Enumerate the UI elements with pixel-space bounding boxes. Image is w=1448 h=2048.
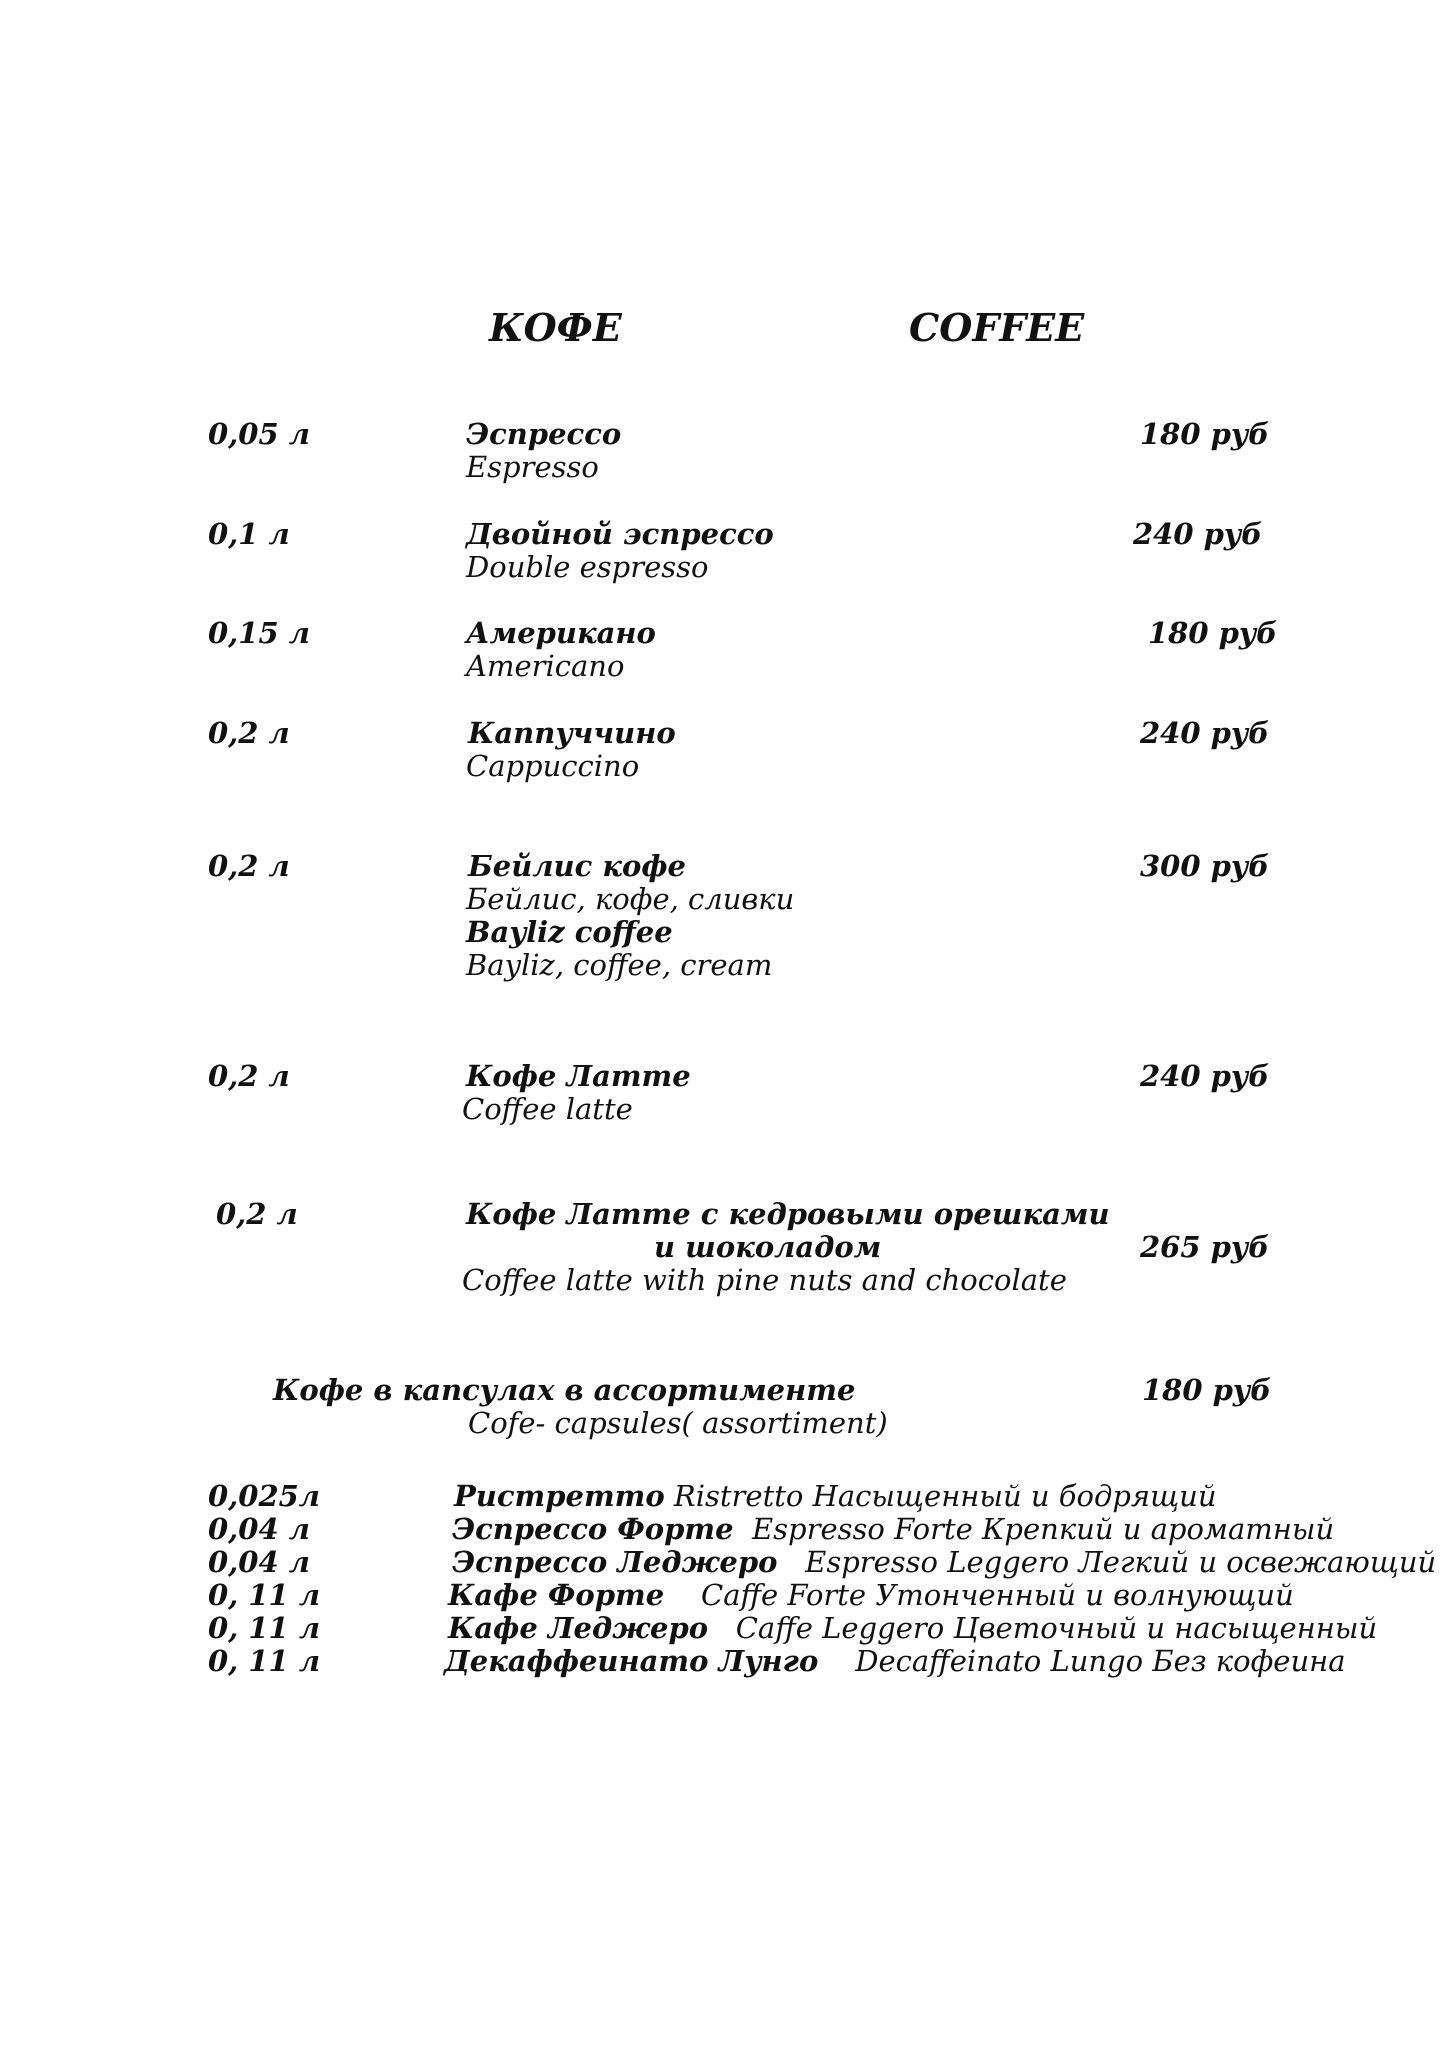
capsule-description: Ristretto Насыщенный и бодрящий bbox=[673, 1479, 1217, 1513]
item-name-en: Espresso bbox=[466, 450, 599, 484]
item-name-continued: и шоколадом bbox=[654, 1230, 882, 1264]
item-name: Бейлис кофе bbox=[468, 849, 686, 883]
item-price: 300 руб bbox=[1140, 849, 1270, 883]
item-price: 240 руб bbox=[1140, 716, 1270, 750]
item-price: 180 руб bbox=[1148, 616, 1278, 650]
capsule-volume: 0,025л bbox=[208, 1479, 321, 1513]
item-name: Эспрессо bbox=[466, 417, 622, 451]
capsule-volume: 0, 11 л bbox=[208, 1611, 321, 1645]
capsule-row bbox=[448, 1578, 1294, 1612]
capsule-row bbox=[452, 1545, 1437, 1579]
capsules-title-en: Cofe- capsules( assortiment) bbox=[468, 1406, 888, 1440]
capsules-title: Кофе в капсулах в ассортименте bbox=[273, 1373, 856, 1407]
capsule-description: Espresso Forte Крепкий и ароматный bbox=[752, 1512, 1335, 1546]
capsule-name: Ристретто bbox=[454, 1479, 665, 1513]
capsule-description: Caffe Leggero Цветочный и насыщенный bbox=[735, 1611, 1378, 1645]
capsule-name: Декаффеинато Лунго bbox=[444, 1644, 819, 1678]
item-name-en: Coffee latte bbox=[462, 1092, 633, 1126]
capsule-volume: 0, 11 л bbox=[208, 1578, 321, 1612]
capsule-description: Espresso Leggero Легкий и освежающий bbox=[805, 1545, 1437, 1579]
capsule-volume: 0, 11 л bbox=[208, 1644, 321, 1678]
capsule-description: Caffe Forte Утонченный и волнующий bbox=[701, 1578, 1294, 1612]
item-volume: 0,2 л bbox=[208, 849, 290, 883]
item-volume: 0,2 л bbox=[216, 1197, 298, 1231]
capsule-description: Decaffeinato Lungo Без кофеина bbox=[855, 1644, 1346, 1678]
capsule-name: Кафе Леджеро bbox=[448, 1611, 709, 1645]
item-price: 240 руб bbox=[1140, 1059, 1270, 1093]
heading-ru: КОФЕ bbox=[489, 305, 622, 350]
item-name-en: Coffee latte with pine nuts and chocolate bbox=[462, 1263, 1067, 1297]
item-volume: 0,2 л bbox=[208, 716, 290, 750]
capsule-name: Эспрессо Форте bbox=[452, 1512, 734, 1546]
capsule-row bbox=[452, 1512, 1335, 1546]
item-description-en: Bayliz, coffee, cream bbox=[466, 948, 773, 982]
item-price: 265 руб bbox=[1140, 1230, 1270, 1264]
capsule-row bbox=[448, 1611, 1378, 1645]
item-name: Кофе Латте с кедровыми орешками bbox=[466, 1197, 1110, 1231]
item-description: Бейлис, кофе, сливки bbox=[466, 882, 795, 916]
item-volume: 0,2 л bbox=[208, 1059, 290, 1093]
item-volume: 0,15 л bbox=[208, 616, 310, 650]
item-name-en: Double espresso bbox=[466, 550, 709, 584]
heading-en: COFFEE bbox=[909, 305, 1085, 350]
capsule-name: Эспрессо Леджеро bbox=[452, 1545, 778, 1579]
item-price: 240 руб bbox=[1133, 517, 1263, 551]
item-name-en: Cappuccino bbox=[466, 749, 640, 783]
item-price: 180 руб bbox=[1140, 417, 1270, 451]
item-name: Американо bbox=[466, 616, 656, 650]
item-volume: 0,1 л bbox=[208, 517, 290, 551]
capsule-row bbox=[444, 1644, 1346, 1678]
capsules-price: 180 руб bbox=[1142, 1373, 1272, 1407]
item-name-en: Americano bbox=[466, 649, 625, 683]
item-name: Каппуччино bbox=[468, 716, 676, 750]
item-name-en: Bayliz coffee bbox=[466, 915, 673, 949]
item-name: Двойной эспрессо bbox=[466, 517, 774, 551]
capsule-row bbox=[454, 1479, 1217, 1513]
capsule-volume: 0,04 л bbox=[208, 1545, 310, 1579]
capsule-volume: 0,04 л bbox=[208, 1512, 310, 1546]
capsule-name: Кафе Форте bbox=[448, 1578, 665, 1612]
item-volume: 0,05 л bbox=[208, 417, 310, 451]
item-name: Кофе Латте bbox=[466, 1059, 691, 1093]
